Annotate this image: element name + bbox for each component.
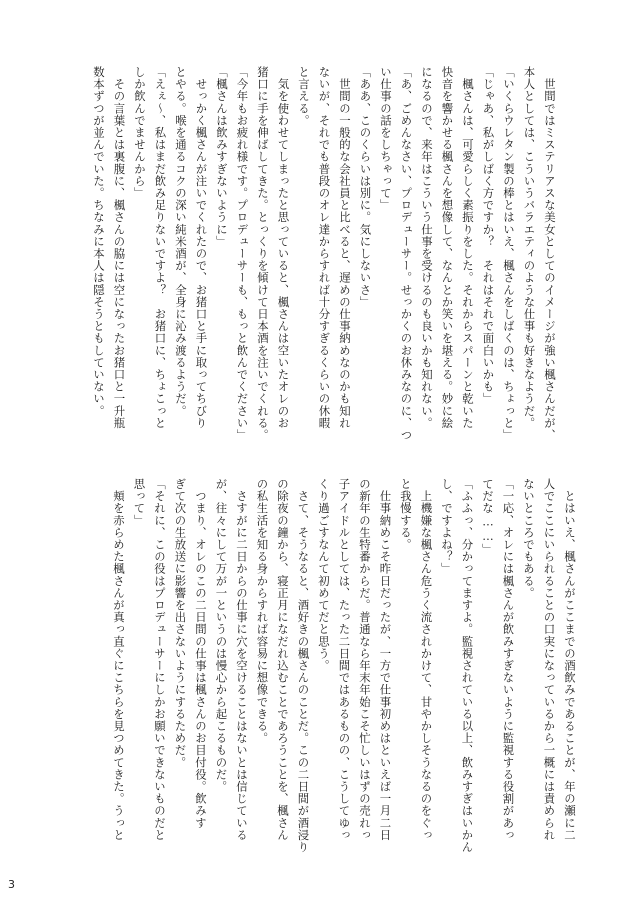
text-line: い仕事の話をしちゃって」 [379, 66, 393, 212]
text-line: の私生活を知る身からすれば容易に想像できる。 [255, 478, 270, 745]
top-text-block [82, 66, 560, 450]
text-line: が、往々にして万が一というのは慢心から起こるものだ。 [214, 478, 229, 793]
text-line: 「今年もお疲れ様です。プロデューサーも、もっと飲んでください」 [235, 66, 250, 442]
text-line: 快音を響かせる楓さんを想像して、なんとか笑いを堪える。妙に絵 [440, 66, 455, 429]
text-line: とやる。喉を通るコクの深い純米酒が、全身に沁み渡るようだ。 [174, 66, 188, 417]
text-line: 「いくらウレタン製の棒とはいえ、楓さんをしばくのは、ちょっと」 [502, 66, 516, 442]
text-line: くり過ごすなんて初めてだと思う。 [317, 478, 331, 672]
text-line: 頬を赤らめた楓さんが真っ直ぐにこちらを見つめてきた。うっと [112, 478, 126, 841]
text-line: さすがに二日からの仕事に穴を空けることはないとは信じている [235, 478, 249, 841]
text-line: その言葉とは裏腹に、楓さんの脇には空になったお猪口と一升瓶 [112, 66, 127, 429]
text-line: 「一応、オレには楓さんが飲みすぎないように監視する役割があっ [501, 478, 516, 841]
text-line: 「楓さんは飲みすぎないように」 [215, 66, 229, 248]
text-line: 人でここにいられることの口実になっているから一概には責められ [542, 478, 557, 841]
text-line: ないが、それでも普段のオレ達からすれば十分すぎるくらいの休暇 [317, 66, 332, 429]
text-line: 猪口に手を伸ばしてきた。とっくりを傾けて日本酒を注いでくれる。 [256, 66, 270, 442]
text-line: の除夜の鐘から、寝正月になだれ込むことであろうことを、楓さん [276, 478, 290, 841]
text-line: 数本ずつが並んでいた。ちなみに本人は隠そうともしていない。 [92, 66, 106, 417]
text-line: せっかく楓さんが注いでくれたので、お猪口と手に取ってちびり [194, 66, 209, 429]
text-line: 「じゃあ、私がしばく方ですか？ それはそれで面白いかも」 [481, 66, 496, 405]
bottom-text-block [92, 478, 580, 862]
text-line: し、ですよね？」 [440, 478, 454, 575]
text-line: 気を使わせてしまったと思っていると、楓さんは空いたオレのお [276, 66, 291, 429]
text-line: の新年の生特番からだ。普通なら年末年始こそ忙しいはずの売れっ [358, 478, 372, 841]
text-line: 世間ではミステリアスな美女としてのイメージが強い楓さんだが、 [543, 66, 557, 442]
text-line: 上機嫌な楓さん危うく流されかけて、甘やかしそうなるのをぐっ [419, 478, 434, 841]
text-line: 「えぇ～、私はまだ飲み足りないですよ？ お猪口に、ちょこっと [153, 66, 168, 429]
text-line: 「ふふっ、分かってますよ。監視されている以上、飲みすぎはいかん [460, 478, 475, 854]
text-line: 本人としては、こういうバラエティのような仕事も好きなようだ。 [522, 66, 537, 429]
text-line: と言える。 [297, 66, 311, 127]
text-line: さて、そうなると、酒好きの楓さんのことだ。この二日間が酒浸り [296, 478, 311, 854]
text-line: 「あ、ごめんなさい、プロデューサー。せっかくのお休みなのに、つ [399, 66, 414, 442]
text-line: 子アイドルとしては、たった二日間ではあるものの、こうしてゆっ [337, 478, 352, 841]
text-line: 「それに、この役はプロデューサーにしかお願いできないものだと [153, 478, 167, 841]
text-line: ぎて次の生放送に影響を出さないようにするためだ。 [173, 478, 188, 769]
text-line: しか飲んでませんから」 [133, 66, 147, 200]
text-line: 思って」 [132, 478, 147, 527]
text-line: つまり、オレのこの二日間の仕事は楓さんのお目付役。飲みす [194, 478, 208, 829]
text-line: と我慢する。 [399, 478, 413, 551]
text-line: 世間の一般的な会社員と比べると、遅めの仕事納めなのかも知れ [338, 66, 352, 429]
text-line: てだな……」 [481, 478, 495, 556]
text-line: とはいえ、楓さんがここまでの酒飲みであることが、年の瀬に二 [563, 478, 577, 841]
text-line: になるので、来年はこういう仕事を受けるのも良いかも知れない。 [420, 66, 434, 429]
text-line: 仕事納めこそ昨日だったが、一方で仕事初めはといえば一月二日 [378, 478, 393, 841]
page-number: 3 [8, 878, 15, 891]
text-line: 「ああ、このくらいは別に。気にしないさ」 [358, 66, 373, 308]
text-line: ないところでもある。 [522, 478, 536, 599]
text-line: 楓さんは、可愛らしく素振りをした。それからスパーンと乾いた [461, 66, 475, 429]
